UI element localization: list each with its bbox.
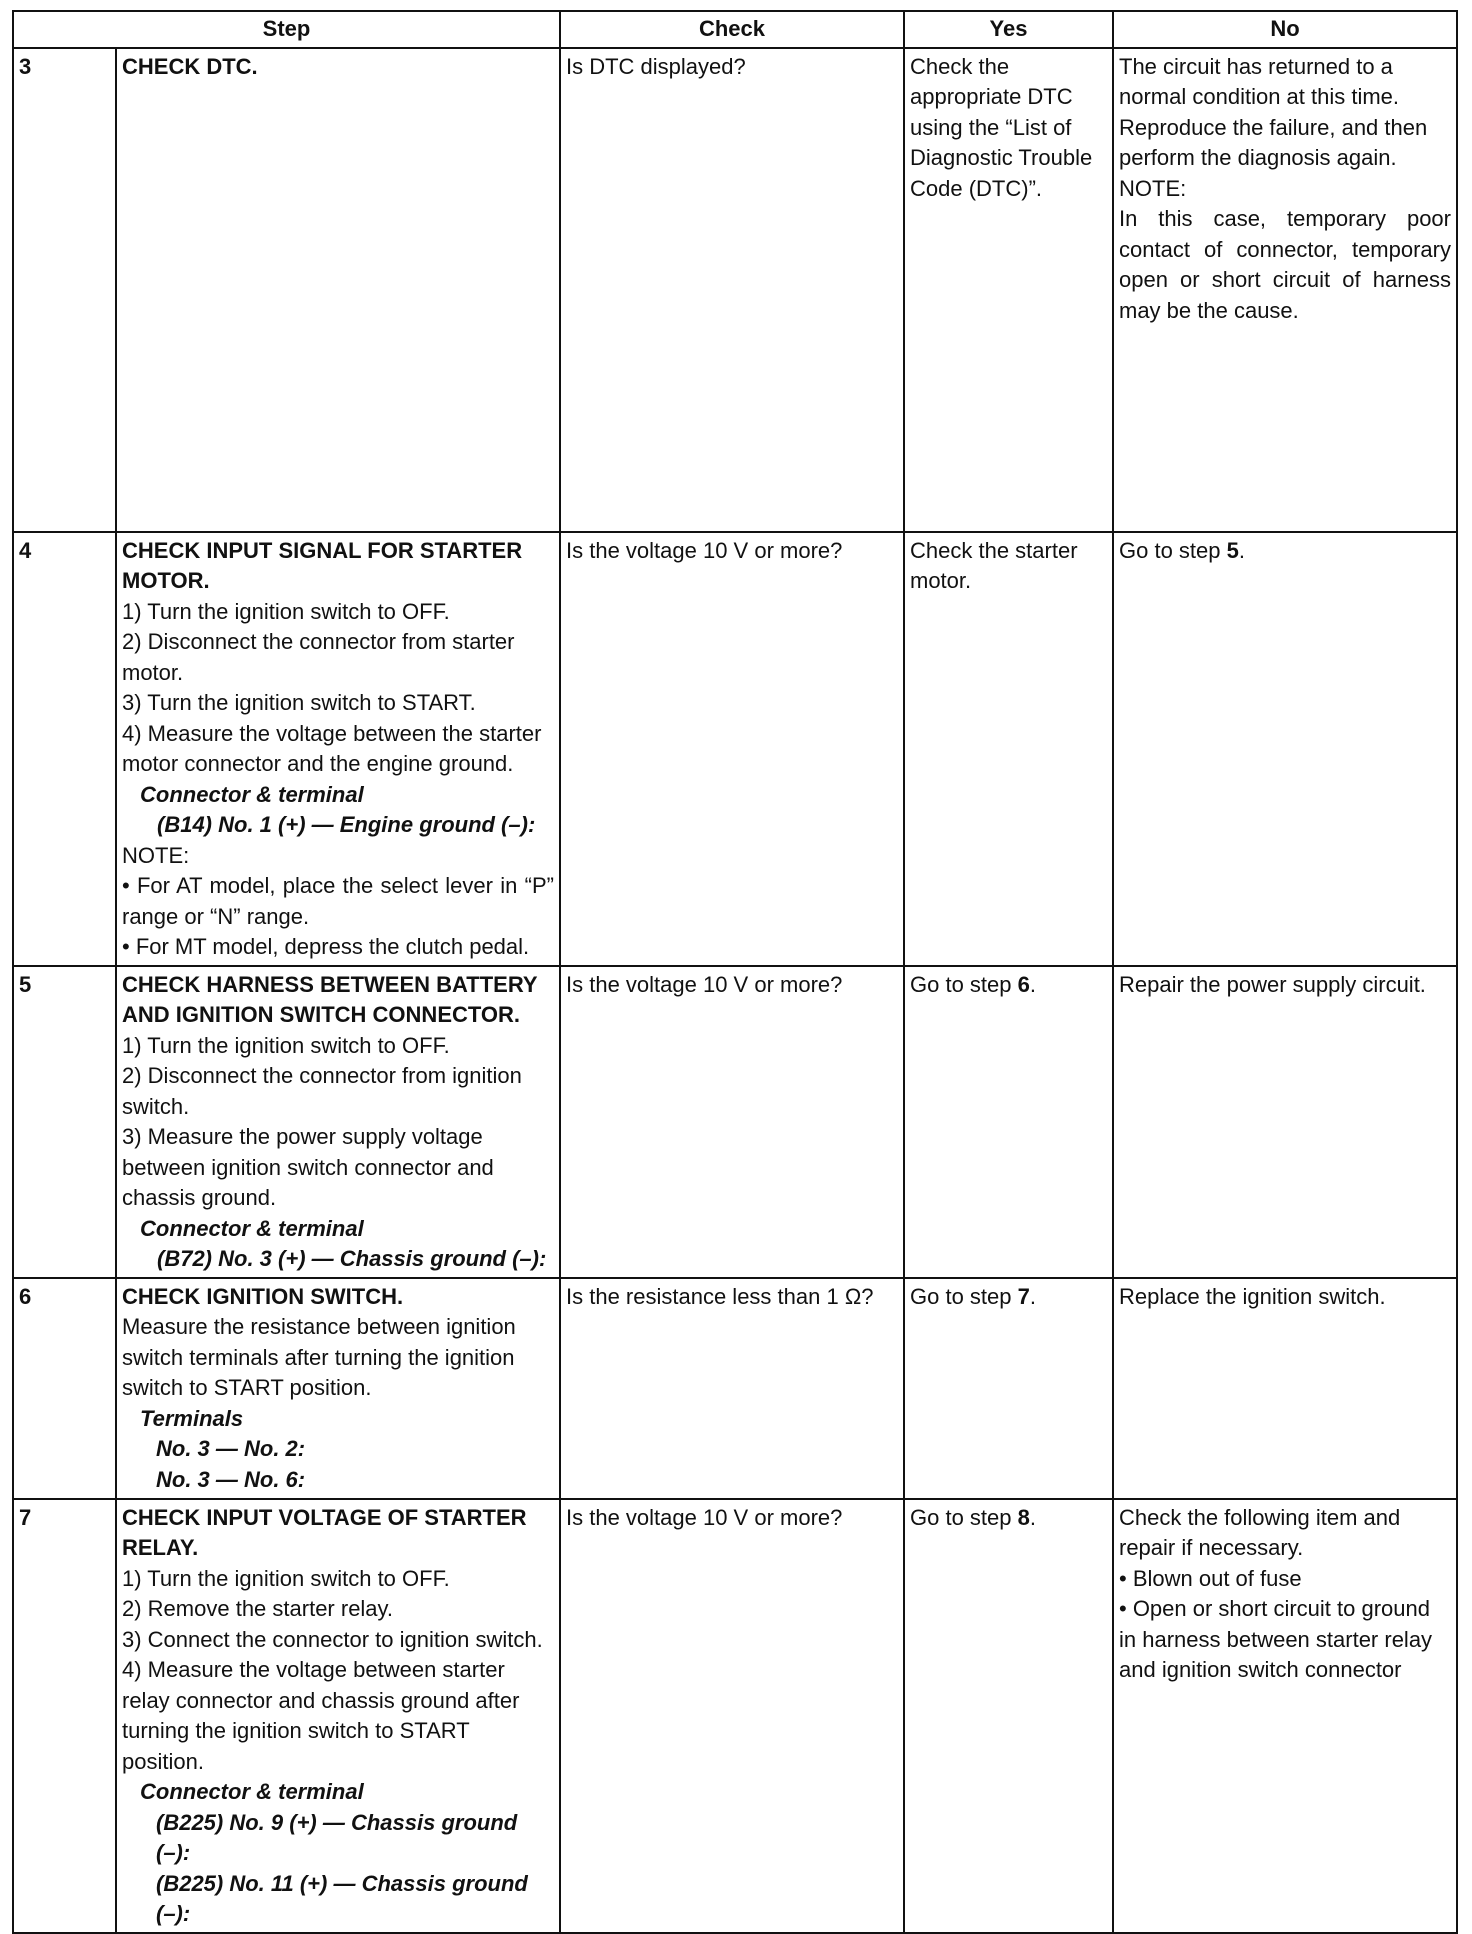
yes-cell <box>904 1278 1113 1499</box>
procedure-step: 4) Measure the voltage between the starter motor connector and the engine ground. <box>122 720 542 776</box>
goto-prefix: Go to step <box>1119 537 1227 563</box>
connector-terminal-label: Connector & terminal <box>140 1779 364 1804</box>
goto-prefix: Go to step <box>910 1283 1018 1309</box>
step-number: 4 <box>13 532 116 966</box>
goto-step-number: 8 <box>1017 1504 1030 1530</box>
procedure-text: Measure the resistance between ignition switch terminals after turning the ignition switch to START position. <box>122 1314 516 1400</box>
check-cell: Is the voltage 10 V or more? <box>560 532 904 966</box>
note-item: • For AT model, place the select lever in “P” range or “N” range. <box>122 873 554 929</box>
check-cell: Is DTC displayed? <box>560 48 904 532</box>
procedure-step: 3) Connect the connector to ignition switch. <box>122 1626 543 1652</box>
note-label: NOTE: <box>1119 175 1187 201</box>
no-cell <box>1113 48 1457 532</box>
procedure-step: 1) Turn the ignition switch to OFF. <box>122 1032 450 1058</box>
yes-cell: Check the appropriate DTC using the “List of Diagnostic Trouble Code (DTC)”. <box>904 48 1113 532</box>
step-title: CHECK INPUT VOLTAGE OF STARTER RELAY. <box>122 1504 527 1560</box>
table-row <box>13 1499 1457 1933</box>
no-text: The circuit has returned to a normal condition at this time. Reproduce the failure, and then perform the diagnosis again. <box>1119 53 1428 170</box>
connector-terminal-spec: (B225) No. 11 (+) — Chassis ground (–): <box>156 1870 528 1926</box>
connector-terminal-spec: (B14) No. 1 (+) — Engine ground (–): <box>157 812 536 837</box>
no-item: • Blown out of fuse <box>1119 1565 1302 1591</box>
check-cell: Is the voltage 10 V or more? <box>560 1499 904 1933</box>
note-text: In this case, temporary poor contact of connector, temporary open or short circuit of harness may be the cause. <box>1119 206 1451 323</box>
step-title: CHECK HARNESS BETWEEN BATTERY AND IGNITION SWITCH CONNECTOR. <box>122 971 538 1027</box>
connector-terminal-label: Connector & terminal <box>140 781 364 807</box>
connector-terminal-spec: (B72) No. 3 (+) — Chassis ground (–): <box>157 1246 547 1271</box>
diagnosis-table <box>12 10 1458 1934</box>
yes-cell: Check the starter motor. <box>904 532 1113 966</box>
header-check: Check <box>560 11 904 48</box>
header-row <box>13 11 1457 48</box>
step-cell <box>116 532 560 966</box>
goto-suffix: . <box>1029 971 1036 997</box>
goto-suffix: . <box>1029 1504 1036 1530</box>
step-number: 6 <box>13 1278 116 1499</box>
step-title: CHECK INPUT SIGNAL FOR STARTER MOTOR. <box>122 537 523 593</box>
step-cell <box>116 48 560 532</box>
procedure-step: 2) Disconnect the connector from ignition switch. <box>122 1063 522 1119</box>
terminal-pair: No. 3 — No. 6: <box>156 1466 306 1492</box>
check-cell: Is the voltage 10 V or more? <box>560 966 904 1278</box>
goto-step-number: 5 <box>1226 537 1239 563</box>
procedure-step: 3) Turn the ignition switch to START. <box>122 690 476 715</box>
no-cell <box>1113 532 1457 966</box>
no-cell: Repair the power supply circuit. <box>1113 966 1457 1278</box>
step-number: 5 <box>13 966 116 1278</box>
connector-terminal-spec: (B225) No. 9 (+) — Chassis ground (–): <box>156 1809 518 1865</box>
connector-terminal-label: Connector & terminal <box>140 1215 364 1241</box>
step-number: 7 <box>13 1499 116 1933</box>
procedure-step: 1) Turn the ignition switch to OFF. <box>122 1565 450 1591</box>
goto-suffix: . <box>1238 537 1245 563</box>
step-cell <box>116 966 560 1278</box>
terminals-label: Terminals <box>140 1405 244 1431</box>
step-number: 3 <box>13 48 116 532</box>
procedure-step: 3) Measure the power supply voltage between ignition switch connector and chassis ground. <box>122 1124 494 1210</box>
table-row <box>13 532 1457 966</box>
step-title: CHECK IGNITION SWITCH. <box>122 1283 404 1309</box>
header-yes: Yes <box>904 11 1113 48</box>
step-cell <box>116 1499 560 1933</box>
goto-step-number: 7 <box>1017 1283 1030 1309</box>
note-label: NOTE: <box>122 842 190 868</box>
table-row <box>13 966 1457 1278</box>
yes-cell <box>904 1499 1113 1933</box>
no-item: • Open or short circuit to ground in harness between starter relay and ignition switch connector <box>1119 1596 1433 1682</box>
procedure-step: 1) Turn the ignition switch to OFF. <box>122 598 450 624</box>
goto-prefix: Go to step <box>910 1504 1018 1530</box>
yes-cell <box>904 966 1113 1278</box>
no-text: Check the following item and repair if necessary. <box>1119 1504 1401 1560</box>
no-cell: Replace the ignition switch. <box>1113 1278 1457 1499</box>
procedure-step: 4) Measure the voltage between starter relay connector and chassis ground after turning the ignition switch to START position. <box>122 1657 520 1774</box>
procedure-step: 2) Remove the starter relay. <box>122 1596 394 1621</box>
step-title: CHECK DTC. <box>122 53 258 79</box>
procedure-step: 2) Disconnect the connector from starter motor. <box>122 629 515 685</box>
note-item: • For MT model, depress the clutch pedal. <box>122 934 530 959</box>
table-row <box>13 1278 1457 1499</box>
goto-suffix: . <box>1029 1283 1036 1309</box>
check-cell: Is the resistance less than 1 Ω? <box>560 1278 904 1499</box>
table-row <box>13 48 1457 532</box>
goto-prefix: Go to step <box>910 971 1018 997</box>
no-cell <box>1113 1499 1457 1933</box>
terminal-pair: No. 3 — No. 2: <box>156 1436 306 1461</box>
goto-step-number: 6 <box>1017 971 1030 997</box>
step-cell <box>116 1278 560 1499</box>
header-no: No <box>1113 11 1457 48</box>
header-step: Step <box>13 11 560 48</box>
